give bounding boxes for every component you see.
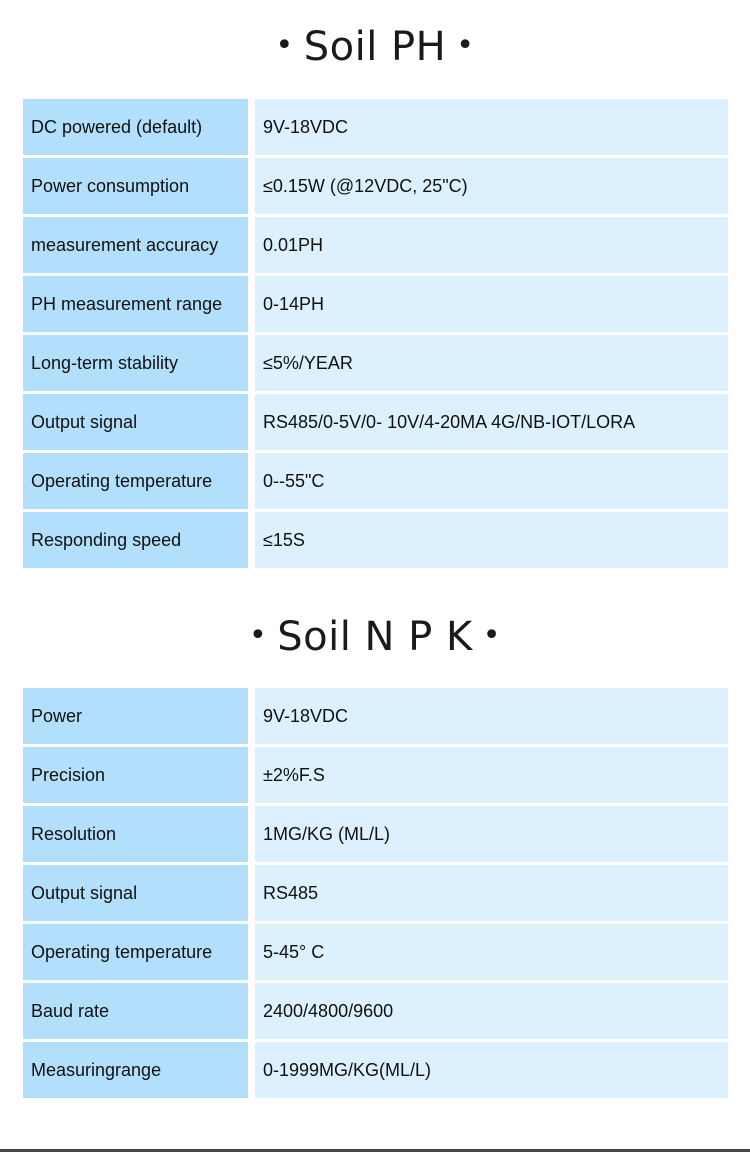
- spec-value: RS485/0-5V/0- 10V/4-20MA 4G/NB-IOT/LORA: [255, 394, 728, 450]
- spec-label: PH measurement range: [23, 276, 248, 332]
- spec-row-measurement-accuracy: [23, 217, 728, 273]
- ph-title-text: Soil PH: [303, 24, 447, 70]
- npk-spec-table: [23, 688, 728, 1098]
- ph-spec-table: [23, 99, 728, 568]
- spec-value: 0--55"C: [255, 453, 728, 509]
- spec-value: 2400/4800/9600: [255, 983, 728, 1039]
- spec-value: ≤0.15W (@12VDC, 25"C): [255, 158, 728, 214]
- spec-value: 9V-18VDC: [255, 688, 728, 744]
- spec-label: Operating temperature: [23, 924, 248, 980]
- spec-value: 5-45° C: [255, 924, 728, 980]
- spec-label: Resolution: [23, 806, 248, 862]
- spec-label: Output signal: [23, 394, 248, 450]
- spec-row-responding-speed: [23, 512, 728, 568]
- spec-value: 0-14PH: [255, 276, 728, 332]
- bullet-icon: •: [275, 27, 294, 63]
- spec-label: Power consumption: [23, 158, 248, 214]
- spec-label: Precision: [23, 747, 248, 803]
- spec-label: Baud rate: [23, 983, 248, 1039]
- spec-value: 1MG/KG (ML/L): [255, 806, 728, 862]
- spec-label: Operating temperature: [23, 453, 248, 509]
- spec-label: Long-term stability: [23, 335, 248, 391]
- spec-label: Responding speed: [23, 512, 248, 568]
- spec-row-operating-temperature: [23, 453, 728, 509]
- spec-row-measuring-range: [23, 1042, 728, 1098]
- npk-title-text: Soil N P K: [277, 614, 473, 660]
- spec-row-long-term-stability: [23, 335, 728, 391]
- spec-row-dc-powered: [23, 99, 728, 155]
- spec-row-power: [23, 688, 728, 744]
- spec-row-precision: [23, 747, 728, 803]
- spec-value: ±2%F.S: [255, 747, 728, 803]
- spec-label: measurement accuracy: [23, 217, 248, 273]
- spec-row-output-signal: [23, 865, 728, 921]
- bullet-icon: •: [249, 617, 268, 653]
- spec-row-operating-temperature: [23, 924, 728, 980]
- ph-section-title: [0, 24, 750, 70]
- spec-row-baud-rate: [23, 983, 728, 1039]
- spec-value: RS485: [255, 865, 728, 921]
- spec-value: 0.01PH: [255, 217, 728, 273]
- spec-label: DC powered (default): [23, 99, 248, 155]
- spec-row-resolution: [23, 806, 728, 862]
- spec-value: 0-1999MG/KG(ML/L): [255, 1042, 728, 1098]
- spec-row-ph-range: [23, 276, 728, 332]
- spec-row-power-consumption: [23, 158, 728, 214]
- spec-label: Measuringrange: [23, 1042, 248, 1098]
- bullet-icon: •: [482, 617, 501, 653]
- spec-label: Power: [23, 688, 248, 744]
- npk-section-title: [0, 614, 750, 660]
- spec-value: 9V-18VDC: [255, 99, 728, 155]
- spec-label: Output signal: [23, 865, 248, 921]
- spec-value: ≤5%/YEAR: [255, 335, 728, 391]
- spec-value: ≤15S: [255, 512, 728, 568]
- spec-row-output-signal: [23, 394, 728, 450]
- bullet-icon: •: [456, 27, 475, 63]
